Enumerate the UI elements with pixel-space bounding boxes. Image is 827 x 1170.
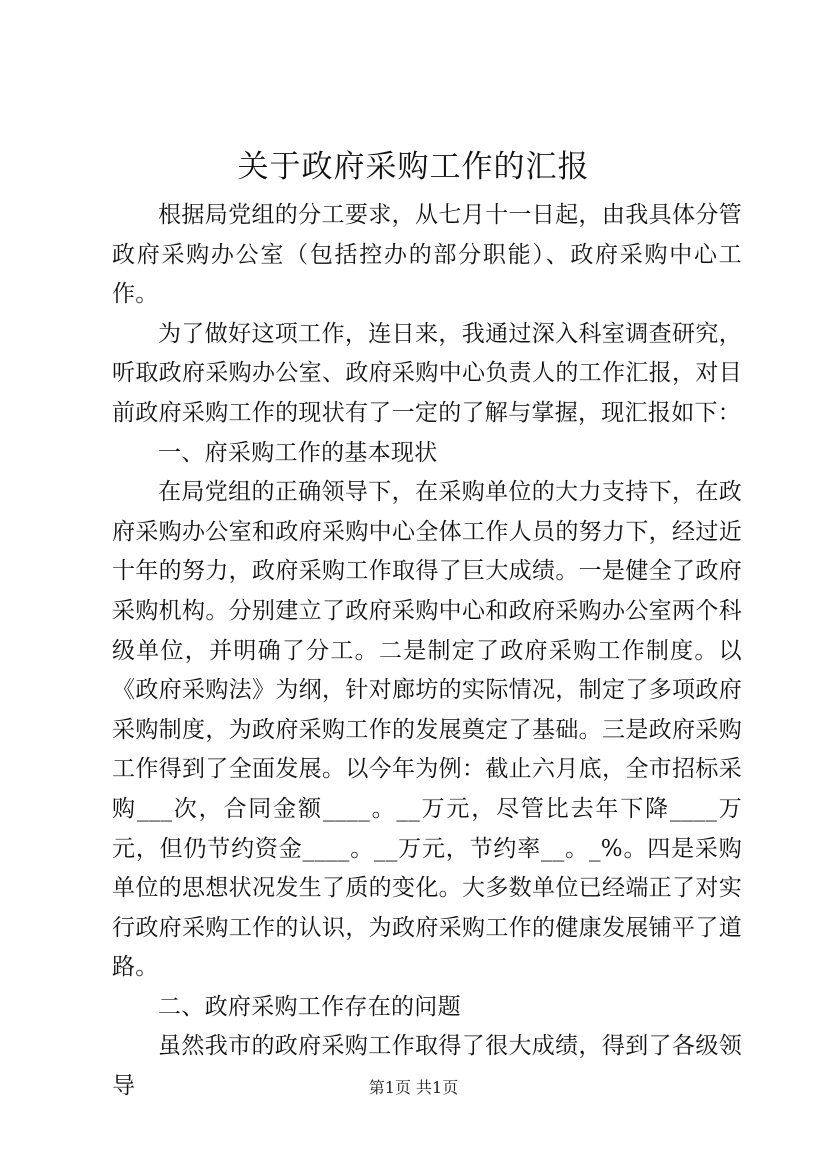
document-body	[112, 196, 742, 1107]
section-heading-problems: 二、政府采购工作存在的问题	[158, 993, 461, 1020]
paragraph-overview: 为了做好这项工作，连日来，我通过深入科室调查研究，听取政府采购办公室、政府采购中心负责人的工作汇报，对目前政府采购工作的现状有了一定的了解与掌握，现汇报如下：	[112, 320, 742, 426]
document-title: 关于政府采购工作的汇报	[237, 149, 590, 185]
paragraph-problems: 虽然我市的政府采购工作取得了很大成绩，得到了各级领导	[112, 1033, 742, 1100]
paragraph-status: 在局党组的正确领导下，在采购单位的大力支持下，在政府采购办公室和政府采购中心全体工作人员的努力下，经过近十年的努力，政府采购工作取得了巨大成绩。一是健全了政府采购机构。分别建立了政府采购中心和政府采购办公室两个科级单位，并明确了分工。二是制定了政府采购工作制度。以《政府采购法》为纲，针对廊坊的实际情况，制定了多项政府采购制度，为政府采购工作的发展奠定了基础。三是政府采购工作得到了全面发展。以今年为例：截止六月底，全市招标采购___次，合同金额____。__万元，尽管比去年下降____万元，但仍节约资金____。__万元，节约率__。_%。四是采购单位的思想状况发生了质的变化。大多数单位已经端正了对实行政府采购工作的认识，为政府采购工作的健康发展铺平了道路。	[112, 479, 742, 981]
page-number-footer: 第1页 共1页	[368, 1078, 459, 1097]
section-heading-status: 一、府采购工作的基本现状	[158, 439, 438, 466]
paragraph-intro: 根据局党组的分工要求，从七月十一日起，由我具体分管政府采购办公室（包括控办的部分职能）、政府采购中心工作。	[112, 202, 742, 308]
